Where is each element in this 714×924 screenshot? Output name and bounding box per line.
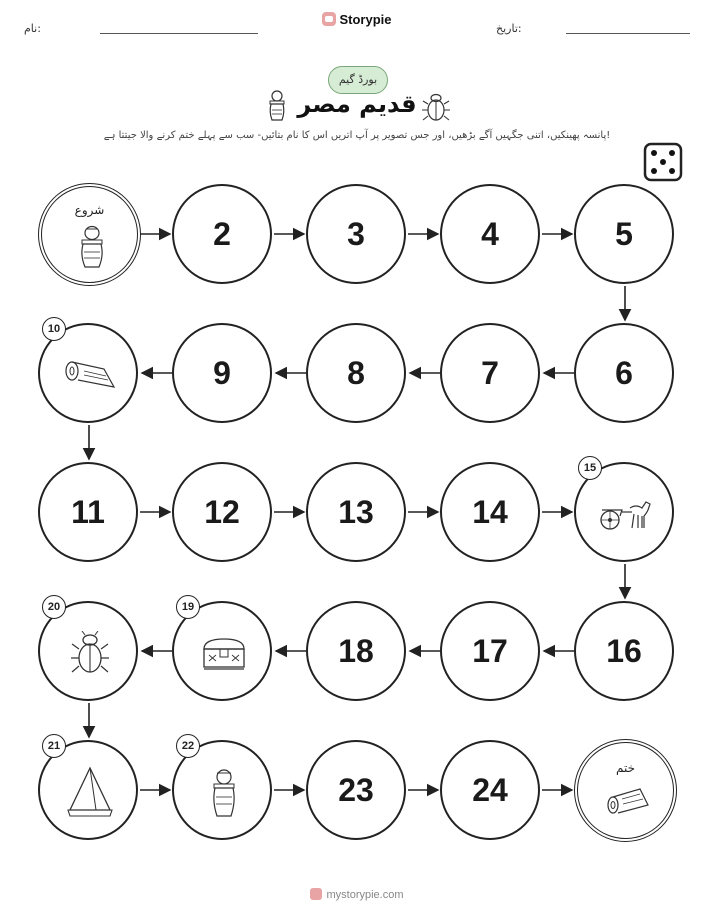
board-square[interactable] [440,184,540,284]
square-number: 18 [338,632,374,669]
square-badge: 10 [42,317,66,341]
board-game-badge: بورڈ گیم [328,66,388,94]
board-square[interactable] [574,323,674,423]
square-number: 16 [606,632,642,669]
pyramid-icon [66,766,114,818]
title-text: قدیم مصر [297,90,417,118]
brand-name: Storypie [339,12,392,27]
board-square[interactable] [574,601,674,701]
square-number: 23 [338,771,374,808]
square-number: 17 [472,632,508,669]
square-number: 14 [472,493,508,530]
square-number: 3 [347,215,365,252]
square-number: 2 [213,215,231,252]
square-number: 9 [213,354,231,391]
board-square[interactable] [38,462,138,562]
square-number: 8 [347,354,365,391]
board-square-picture[interactable] [38,323,138,423]
board-square[interactable] [172,184,272,284]
board-square[interactable] [306,462,406,562]
board-square[interactable] [306,740,406,840]
square-number: 24 [472,771,508,808]
start-square[interactable] [38,183,141,286]
papyrus-scroll-icon [606,787,650,817]
papyrus-scroll-icon [64,359,116,391]
board-square[interactable] [172,462,272,562]
square-number: 12 [204,493,240,530]
footer [0,888,714,901]
board-square[interactable] [440,740,540,840]
board-square[interactable] [306,323,406,423]
board-square-picture[interactable] [172,740,272,840]
square-number: 11 [71,493,105,530]
board-square[interactable] [306,184,406,284]
storypie-logo-icon [310,888,322,900]
board-square-picture[interactable] [38,740,138,840]
board-square[interactable] [172,323,272,423]
instructions-text: پانسہ پھینکیں، اتنی جگہیں آگے بڑھیں، اور جس تصویر پر آپ اتریں اس کا نام بتائیں- سب سے پہلے ختم کرنے والا جیتتا ہے! [103,130,611,141]
board-square[interactable] [440,601,540,701]
square-badge: 21 [42,734,66,758]
treasure-chest-icon [200,635,248,671]
board-square[interactable] [440,462,540,562]
board-square[interactable] [440,323,540,423]
square-number: 7 [481,354,499,391]
square-number: 5 [615,215,633,252]
square-badge: 15 [578,456,602,480]
square-badge: 20 [42,595,66,619]
chariot-icon [598,498,654,532]
scarab-icon [70,631,110,675]
canopic-jar-icon [209,768,239,818]
square-number: 4 [481,215,499,252]
board-square[interactable] [574,184,674,284]
name-label: نام: [24,22,41,35]
finish-square[interactable] [574,739,677,842]
square-badge: 22 [176,734,200,758]
date-label: تاریخ: [496,22,522,35]
finish-label: ختم [615,761,636,775]
board-square[interactable] [306,601,406,701]
footer-url[interactable]: mystorypie.com [326,889,404,901]
square-number: 6 [615,354,633,391]
canopic-jar-icon [77,225,107,269]
start-label: شروع [74,203,105,217]
square-badge: 19 [176,595,200,619]
board-square-picture[interactable] [172,601,272,701]
board-square-picture[interactable] [38,601,138,701]
board-square-picture[interactable] [574,462,674,562]
square-number: 13 [338,493,374,530]
